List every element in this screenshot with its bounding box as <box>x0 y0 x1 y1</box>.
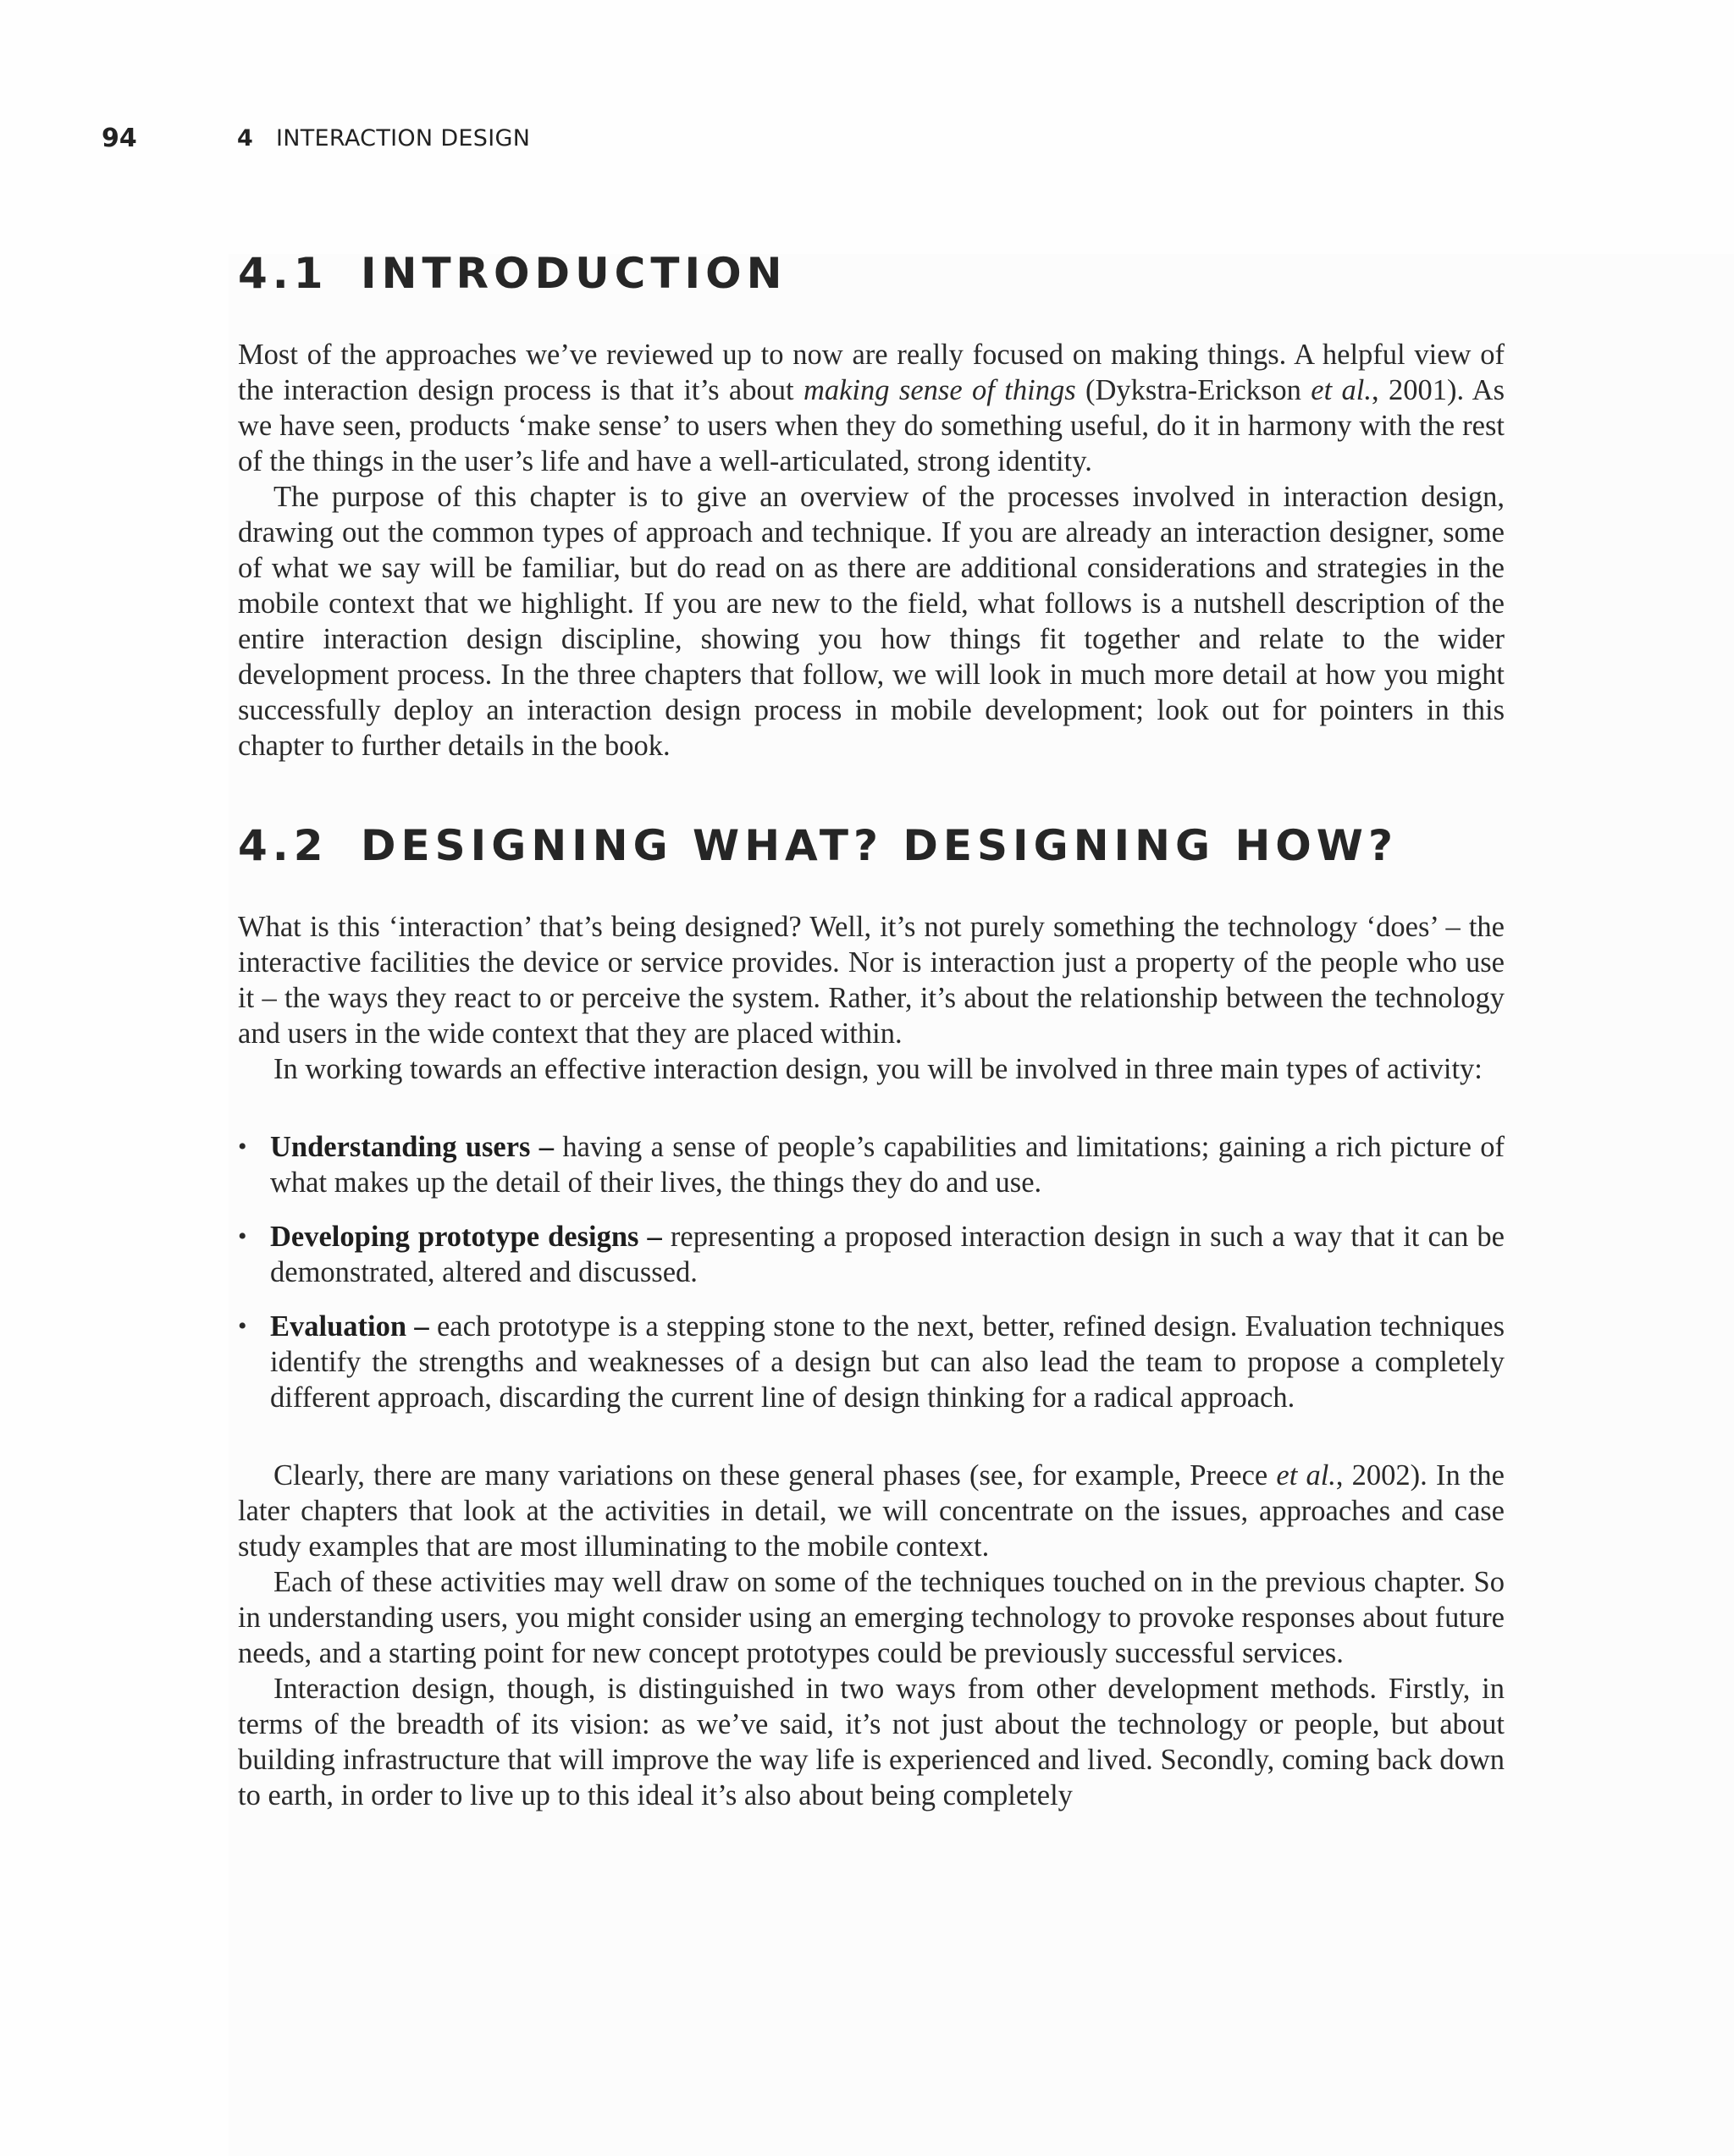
bullet-icon: • <box>238 1312 247 1340</box>
italic-citation: et al. <box>1311 374 1372 406</box>
italic-phrase: making sense of things <box>803 374 1076 406</box>
chapter-title: INTERACTION DESIGN <box>276 125 531 152</box>
paragraph: Each of these activities may well draw on some of the techniques touched on in the previous chapter. So in understanding users, you might consider using an emerging technology to provoke responses about future needs, and a starting point for new concept prototypes could be previously successful services. <box>238 1566 1505 1669</box>
bullet-icon: • <box>238 1222 247 1250</box>
list-item <box>238 1309 1505 1415</box>
section-number: 4.1 <box>238 249 329 298</box>
paragraph: Clearly, there are many variations on these general phases (see, for example, Preece et al., 2002). In the later chapters that look at the activities in detail, we will concentrate on the issues, approaches and case study examples that are most illuminating to the mobile context. <box>238 1459 1505 1563</box>
chapter-number: 4 <box>237 125 253 152</box>
list-item-term: Understanding users – <box>270 1131 555 1163</box>
activity-list <box>238 1129 1505 1415</box>
bullet-icon: • <box>238 1133 247 1161</box>
list-item <box>238 1219 1505 1290</box>
section-heading-introduction <box>238 244 1505 303</box>
page-number: 94 <box>102 124 137 153</box>
paragraph: In working towards an effective interaction design, you will be involved in three main types of activity: <box>273 1053 1483 1085</box>
paragraph: The purpose of this chapter is to give an overview of the processes involved in interaction design, drawing out the common types of approach and technique. If you are already an interaction designer, some of what we say will be familiar, but do read on as there are additional considerations and strategies in the mobile context that we highlight. If you are new to the field, what follows is a nutshell description of the entire interaction design discipline, showing you how things fit together and relate to the wider development process. In the three chapters that follow, we will look in much more detail at how you might successfully deploy an interaction design process in mobile development; look out for pointers in this chapter to further details in the book. <box>238 481 1505 762</box>
page-body <box>238 244 1505 1813</box>
list-item <box>238 1129 1505 1200</box>
list-item-term: Evaluation – <box>270 1310 429 1343</box>
list-item-text: each prototype is a stepping stone to the next, better, refined design. Evaluation techniques identify the strengths and weaknesses of a design but can also lead the team to propose a completely different approach, discarding the current line of design thinking for a radical approach. <box>270 1310 1505 1414</box>
paragraph: Interaction design, though, is distinguished in two ways from other development methods. Firstly, in terms of the breadth of its vision: as we’ve said, it’s not just about the technology or people, but about building infrastructure that will improve the way life is experienced and lived. Secondly, coming back down to earth, in order to live up to this ideal it’s also about being completely <box>238 1673 1505 1811</box>
list-item-term: Developing prototype designs – <box>270 1221 662 1253</box>
italic-citation: et al. <box>1276 1459 1336 1492</box>
paragraph: What is this ‘interaction’ that’s being designed? Well, it’s not purely something the technology ‘does’ – the interactive facilities the device or service provides. Nor is interaction just a property of the people who use it – the ways they react to or perceive the system. Rather, it’s about the relationship between the technology and users in the wide context that they are placed within. <box>238 911 1505 1050</box>
list-item-text: representing a proposed interaction design in such a way that it can be demonstrated, altered and discussed. <box>270 1221 1505 1288</box>
section-title: INTRODUCTION <box>361 249 787 298</box>
section-heading-designing <box>238 816 1505 875</box>
section-title: DESIGNING WHAT? DESIGNING HOW? <box>361 821 1398 870</box>
paragraph: Most of the approaches we’ve reviewed up to now are really focused on making things. A helpful view of the interaction design process is that it’s about making sense of things (Dykstra-Erickson et al., 2001). As we have seen, products ‘make sense’ to users when they do something useful, do it in harmony with the rest of the things in the user’s life and have a well-articulated, strong identity. <box>238 339 1505 477</box>
running-header <box>102 124 1541 157</box>
section-number: 4.2 <box>238 821 329 870</box>
list-item-text: having a sense of people’s capabilities and limitations; gaining a rich picture of what makes up the detail of their lives, the things they do and use. <box>270 1131 1505 1199</box>
